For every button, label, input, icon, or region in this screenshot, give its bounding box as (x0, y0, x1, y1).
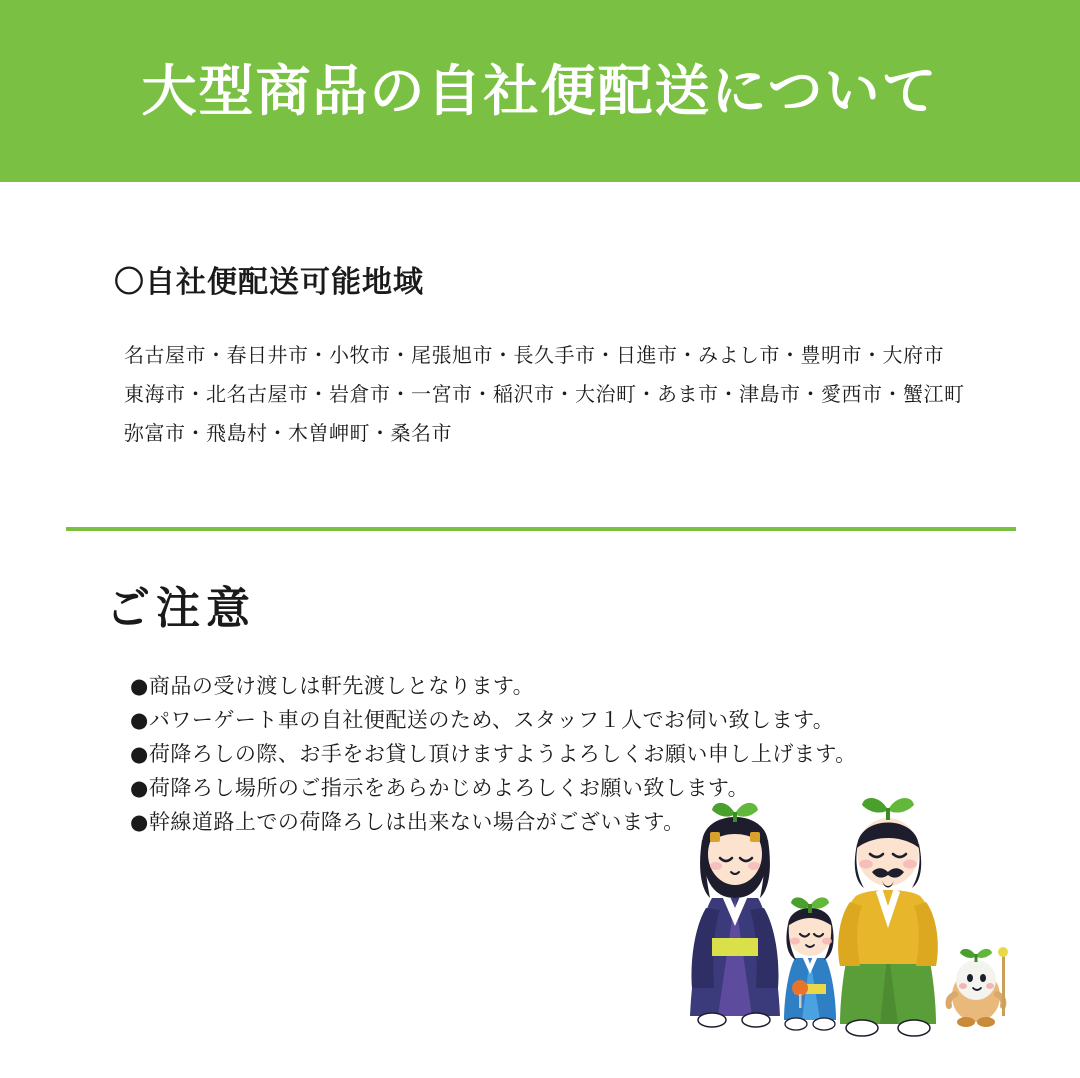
notice-heading: ご注意 (106, 583, 256, 634)
list-item: ●荷降ろしの際、お手をお貸し頂けますようよろしくお願い申し上げます。 (130, 742, 857, 766)
section-divider (66, 527, 1016, 531)
content-area (0, 182, 1080, 1078)
list-item: ●荷降ろし場所のご指示をあらかじめよろしくお願い致します。 (130, 776, 750, 800)
area-line: 名古屋市・春日井市・小牧市・尾張旭市・長久手市・日進市・みよし市・豊明市・大府市 (124, 343, 944, 367)
delivery-area-heading: 〇自社便配送可能地域 (114, 265, 424, 300)
list-item: ●商品の受け渡しは軒先渡しとなります。 (130, 674, 535, 698)
page-title: 大型商品の自社便配送について (141, 58, 939, 123)
list-item: ●幹線道路上での荷降ろしは出来ない場合がございます。 (130, 810, 685, 834)
delivery-area-list (124, 336, 984, 453)
mascot-family-icon (640, 748, 1040, 1048)
area-line: 東海市・北名古屋市・岩倉市・一宮市・稲沢市・大治町・あま市・津島市・愛西市・蟹江町 (124, 382, 965, 406)
area-line: 弥富市・飛島村・木曽岬町・桑名市 (124, 421, 452, 445)
header-banner (0, 0, 1080, 182)
list-item: ●パワーゲート車の自社便配送のため、スタッフ１人でお伺い致します。 (130, 708, 835, 732)
